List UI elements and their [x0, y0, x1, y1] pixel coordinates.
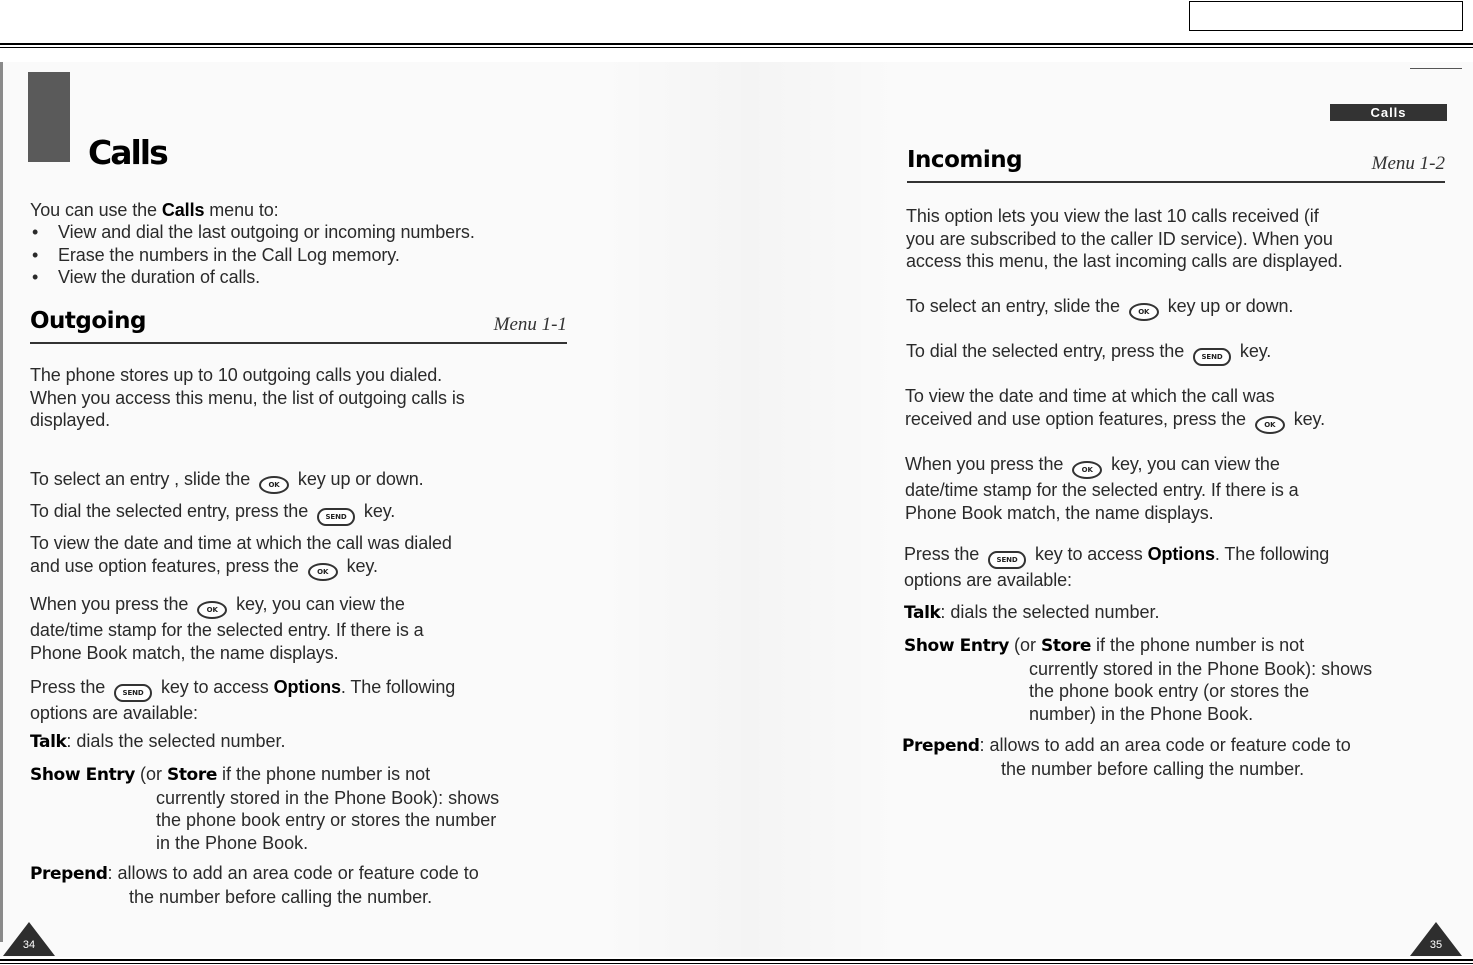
outgoing-menu-number: Menu 1-1: [493, 314, 567, 335]
intro-bullet: • View the duration of calls.: [30, 266, 475, 289]
incoming-option-prepend: Prepend: allows to add an area code or feature code to the number before calling the number.: [902, 735, 1351, 779]
outgoing-view-date-instruction: To view the date and time at which the call was dialed and use option features, press the OK key.: [30, 532, 452, 581]
outgoing-option-prepend: Prepend: allows to add an area code or feature code to the number before calling the number.: [30, 863, 479, 907]
scan-edge: [0, 62, 3, 942]
incoming-section-header: [907, 147, 1445, 183]
outgoing-option-talk: Talk: dials the selected number.: [30, 731, 286, 752]
outgoing-when-press-instruction: When you press the OK key, you can view the date/time stamp for the selected entry. If there is a Phone Book match, the name displays.: [30, 594, 424, 663]
send-key-icon: SEND: [317, 508, 355, 526]
incoming-menu-number: Menu 1-2: [1371, 153, 1445, 174]
incoming-option-show-entry: Show Entry (or Store if the phone number is not currently stored in the Phone Book): shows the phone book entry (or stores the number) in the Phone Book.: [904, 635, 1373, 724]
send-key-icon: SEND: [988, 551, 1026, 569]
ok-key-icon: OK: [259, 476, 289, 494]
ok-key-icon: OK: [1129, 303, 1159, 321]
incoming-view-date-instruction: To view the date and time at which the call was received and use option features, press the OK key.: [905, 385, 1325, 434]
incoming-option-talk: Talk: dials the selected number.: [904, 602, 1160, 623]
outgoing-select-instruction: To select an entry , slide the OK key up or down.: [30, 468, 424, 494]
chapter-tab-marker: [28, 72, 70, 162]
intro-lead: You can use the Calls menu to:: [30, 200, 279, 220]
send-key-icon: SEND: [114, 684, 152, 702]
intro-bullet: • Erase the numbers in the Call Log memory.: [30, 244, 475, 267]
header-rule-thin: [0, 47, 1473, 48]
intro-bullet: • View and dial the last outgoing or incoming numbers.: [30, 221, 475, 244]
incoming-dial-instruction: To dial the selected entry, press the SEND key.: [906, 340, 1271, 366]
footer-rule-thin: [0, 963, 1473, 964]
ok-key-icon: OK: [197, 601, 227, 619]
ok-key-icon: OK: [308, 563, 338, 581]
outgoing-title: Outgoing: [30, 308, 146, 334]
footer-rule: [0, 959, 1473, 961]
incoming-options-instruction: Press the SEND key to access Options. The following options are available:: [904, 544, 1330, 590]
outgoing-description: The phone stores up to 10 outgoing calls you dialed. When you access this menu, the list of outgoing calls is displayed.: [30, 365, 465, 431]
page-number-right: 35: [1429, 939, 1443, 951]
page-number-left: 34: [22, 939, 36, 951]
ok-key-icon: OK: [1255, 416, 1285, 434]
header-box: [1189, 1, 1463, 31]
send-key-icon: SEND: [1193, 348, 1231, 366]
header-rule: [0, 43, 1473, 45]
page-gutter-shadow: [600, 62, 900, 957]
outgoing-section-header: [30, 308, 567, 344]
scanned-page-spread: [0, 62, 1473, 957]
chapter-title: Calls: [88, 133, 167, 172]
incoming-title: Incoming: [907, 147, 1023, 173]
incoming-description: This option lets you view the last 10 calls received (if you are subscribed to the caller ID service). When you access this menu, the last incoming calls are displayed.: [906, 206, 1343, 272]
incoming-select-instruction: To select an entry, slide the OK key up or down.: [906, 295, 1293, 321]
intro-bullet-list: [30, 221, 475, 289]
outgoing-option-show-entry: Show Entry (or Store if the phone number is not currently stored in the Phone Book): shows the phone book entry or stores the number in the Phone Book.: [30, 764, 500, 853]
outgoing-options-instruction: Press the SEND key to access Options. The following options are available:: [30, 677, 456, 723]
corner-mark: [1410, 68, 1462, 69]
chapter-tab-label: Calls: [1330, 104, 1447, 121]
incoming-when-press-instruction: When you press the OK key, you can view the date/time stamp for the selected entry. If there is a Phone Book match, the name displays.: [905, 454, 1299, 523]
outgoing-dial-instruction: To dial the selected entry, press the SEND key.: [30, 500, 395, 526]
ok-key-icon: OK: [1072, 461, 1102, 479]
